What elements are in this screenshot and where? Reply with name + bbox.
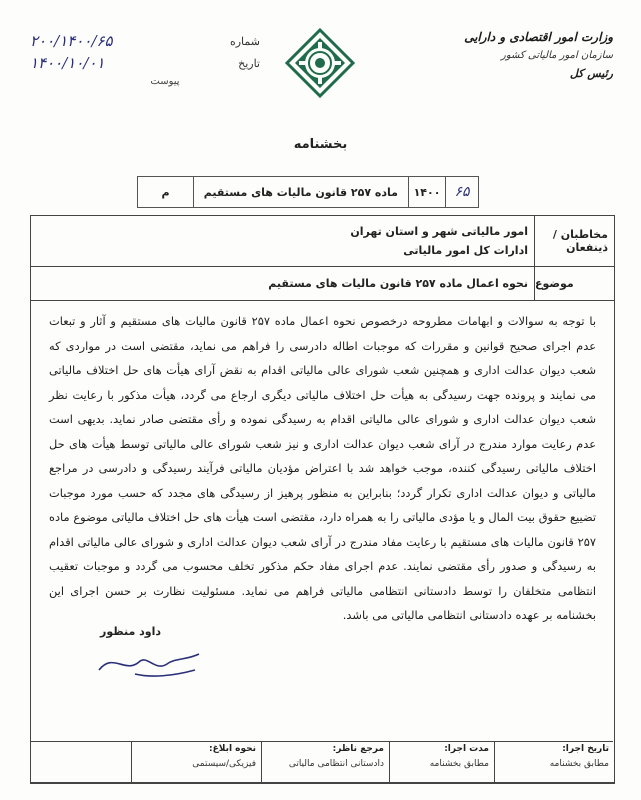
number-value: ۲۰۰/۱۴۰۰/۶۵ — [30, 32, 113, 50]
circular-code: م — [161, 185, 170, 199]
attachment-label: پیوست — [150, 76, 180, 87]
footer-value: مطابق بخشنامه — [429, 759, 489, 769]
date-value: ۱۴۰۰/۱۰/۰۱ — [30, 54, 105, 72]
signer-name: داود منظور — [100, 625, 161, 638]
number-row — [30, 30, 260, 52]
circular-year: ۱۴۰۰ — [408, 177, 445, 207]
ministry-name: وزارت امور اقتصادی و دارایی — [464, 30, 613, 44]
circular-subject-box — [137, 176, 479, 208]
addressees-value — [39, 216, 528, 266]
organization-name: سازمان امور مالیاتی کشور — [501, 50, 613, 61]
footer-value: فیزیکی/سیستمی — [192, 759, 256, 769]
addressee-line-1: امور مالیاتی شهر و استان تهران — [350, 225, 528, 238]
addressees-row — [31, 216, 614, 267]
ministry-heading — [443, 30, 613, 80]
footer-label: تاریخ اجرا: — [562, 744, 609, 754]
footer-execution-date — [494, 741, 614, 782]
circular-title: ماده ۲۵۷ قانون مالیات های مستقیم — [193, 177, 408, 207]
office-title: رئیس کل — [569, 67, 613, 80]
tax-organization-emblem-icon — [285, 28, 355, 98]
circular-number: ۶۵ — [445, 177, 478, 207]
addressee-line-2: ادارات کل امور مالیاتی — [403, 244, 528, 257]
footer-label: مدت اجرا: — [444, 744, 489, 754]
date-label: تاریخ — [238, 56, 260, 70]
subject-value — [39, 266, 528, 300]
subject-label: موضوع — [534, 266, 614, 300]
subject-row — [31, 266, 614, 301]
number-label: شماره — [229, 34, 260, 48]
footer-value: مطابق بخشنامه — [549, 759, 609, 769]
footer-label: مرجع ناظر: — [332, 744, 384, 754]
footer-table — [30, 741, 615, 783]
footer-execution-period — [389, 741, 494, 782]
subject-text: نحوه اعمال ماده ۲۵۷ قانون مالیات های مستقیم — [268, 276, 528, 290]
footer-notification-method — [131, 741, 261, 782]
circular-body-table — [30, 215, 615, 784]
date-row — [30, 52, 260, 74]
signature-icon — [95, 644, 205, 680]
footer-supervisor — [261, 741, 389, 782]
reference-block — [30, 30, 260, 87]
addressees-label: مخاطبان / ذینفعان — [534, 216, 614, 266]
footer-label: نحوه ابلاغ: — [209, 744, 256, 754]
circular-body-text: با توجه به سوالات و ابهامات مطروحه درخصوص نحوه اعمال ماده ۲۵۷ قانون مالیات های مستقیم و آثار و تبعات عدم اجرای صحیح قوانین و مقررات که موجبات اطاله دادرسی را فراهم می نماید، مقتضی است در مواردی که شعب دیوان عدالت اداری و همچنین شعب شورای عالی مالیاتی اقدام به نقض آرای هیأت های حل اختلاف مالیاتی می نمایند و پرونده جهت رسیدگی به هیأت حل اختلاف مالیاتی دیگری ارجاع می گردد، هیأت مذکور با رعایت نظر شعب دیوان عدالت اداری و شورای عالی مالیاتی اقدام به رسیدگی نموده و رأی مقتضی صادر نماید. بدیهی است عدم رعایت موارد مندرج در آرای شعب دیوان عدالت اداری و نیز شعب شورای عالی مالیاتی توسط هیأت های حل اختلاف مالیاتی رسیدگی کننده، موجب خواهد شد با اعتراض مؤدیان مالیاتی فرآیند رسیدگی و دادرسی در مراجع مالیاتی و دیوان عدالت اداری تکرار گردد؛ بنابراین به منظور پرهیز از رسیدگی های مجدد که حسب مورد موجبات تضییع حقوق بیت المال و یا مؤدی مالیاتی را به همراه دارد، مقتضی است هیأت های حل اختلاف مالیاتی موضوع ماده ۲۵۷ قانون مالیات های مستقیم با رعایت مفاد مندرج در آرای شعب دیوان عدالت اداری و شورای عالی مالیاتی اقدام به رسیدگی و صدور رأی مقتضی نمایند. عدم اجرای مفاد حکم مذکور تخلف محسوب می گردد و موجبات تعقیب انتظامی متخلفان را توسط دادستانی انتظامی مالیاتی فراهم می نماید. مسئولیت نظارت بر حسن اجرای این بخشنامه بر عهده دادستانی انتظامی مالیاتی می باشد. — [49, 314, 597, 622]
footer-value: دادستانی انتظامی مالیاتی — [288, 759, 384, 769]
footer-empty-cell — [31, 741, 131, 782]
document-title: بخشنامه — [293, 137, 348, 152]
